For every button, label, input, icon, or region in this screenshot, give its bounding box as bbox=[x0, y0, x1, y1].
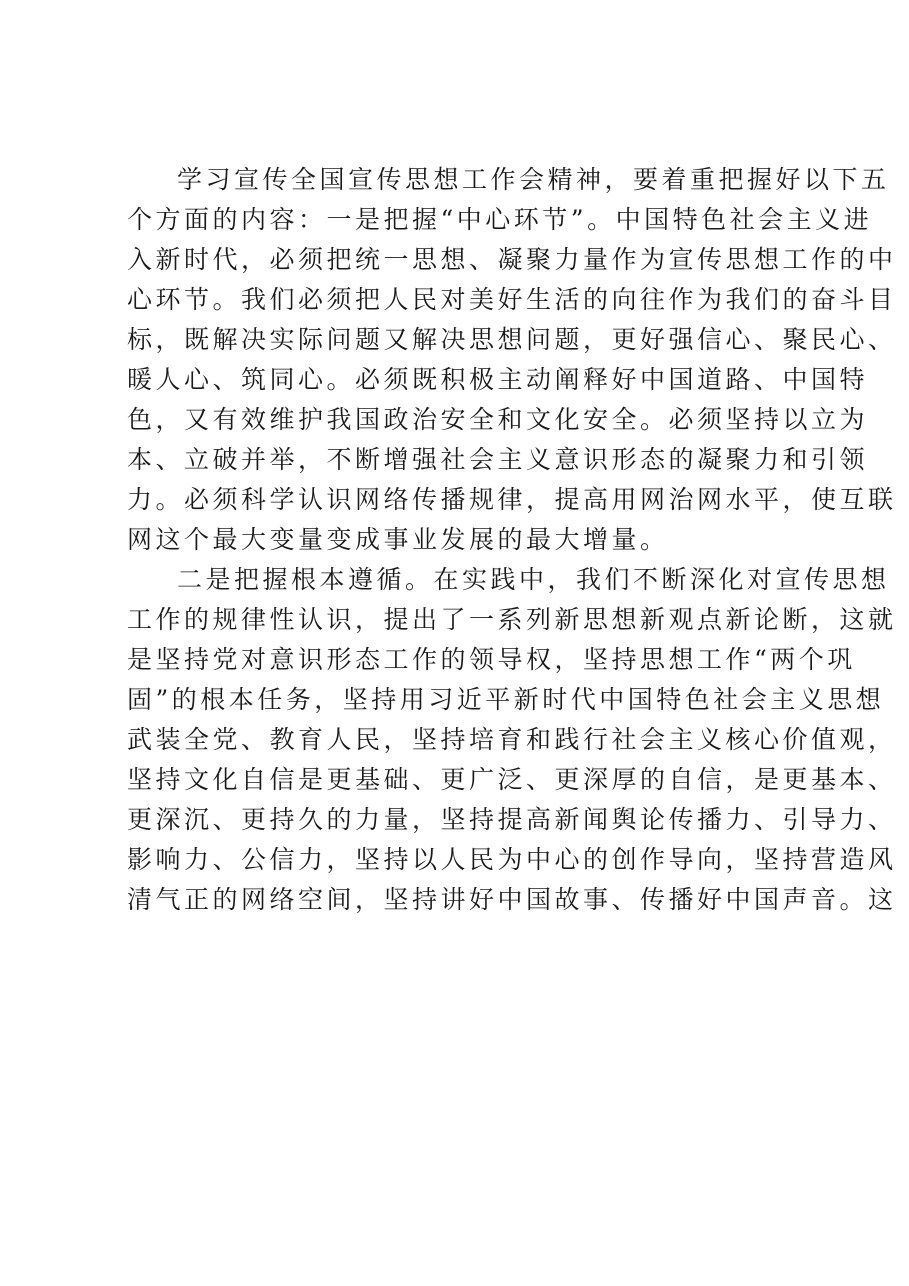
text-line: 暖人心、筑同心。必须既积极主动阐释好中国道路、中国特 bbox=[127, 365, 869, 394]
text-line: 本、立破并举，不断增强社会主义意识形态的凝聚力和引领 bbox=[127, 445, 869, 474]
text-line: 坚持文化自信是更基础、更广泛、更深厚的自信，是更基本、 bbox=[127, 765, 897, 794]
text-line: 入新时代，必须把统一思想、凝聚力量作为宣传思想工作的中 bbox=[127, 245, 897, 274]
text-line: 是坚持党对意识形态工作的领导权，坚持思想工作“两个巩 bbox=[127, 645, 856, 674]
text-line: 二是把握根本遵循。在实践中，我们不断深化对宣传思想 bbox=[177, 565, 890, 594]
text-line: 更深沉、更持久的力量，坚持提高新闻舆论传播力、引导力、 bbox=[127, 805, 897, 834]
paragraph-1 bbox=[127, 160, 897, 560]
text-line: 力。必须科学认识网络传播规律，提高用网治网水平，使互联 bbox=[127, 485, 897, 514]
text-line: 工作的规律性认识，提出了一系列新思想新观点新论断，这就 bbox=[127, 605, 897, 634]
document-body bbox=[127, 160, 897, 920]
text-line: 清气正的网络空间，坚持讲好中国故事、传播好中国声音。这 bbox=[127, 885, 897, 914]
text-line: 学习宣传全国宣传思想工作会精神，要着重把握好以下五 bbox=[177, 165, 890, 194]
text-line: 网这个最大变量变成事业发展的最大增量。 bbox=[127, 525, 669, 554]
text-line: 武装全党、教育人民，坚持培育和践行社会主义核心价值观， bbox=[127, 725, 897, 754]
text-line: 影响力、公信力，坚持以人民为中心的创作导向，坚持营造风 bbox=[127, 845, 897, 874]
paragraph-2 bbox=[127, 560, 897, 920]
text-line: 心环节。我们必须把人民对美好生活的向往作为我们的奋斗目 bbox=[127, 285, 897, 314]
text-line: 固”的根本任务，坚持用习近平新时代中国特色社会主义思想 bbox=[127, 685, 885, 714]
text-line: 个方面的内容：一是把握“中心环节”。中国特色社会主义进 bbox=[127, 205, 873, 234]
text-line: 标，既解决实际问题又解决思想问题，更好强信心、聚民心、 bbox=[127, 325, 897, 354]
text-line: 色，又有效维护我国政治安全和文化安全。必须坚持以立为 bbox=[127, 405, 869, 434]
